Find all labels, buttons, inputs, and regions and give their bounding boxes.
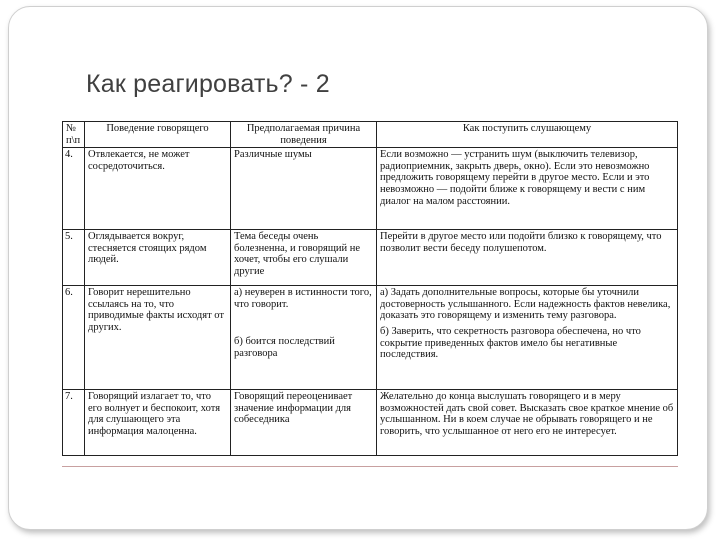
- row-cause-a: а) неуверен в истинности того, что говорит.: [234, 287, 372, 310]
- table-header-row: [63, 122, 678, 148]
- row-number: 7.: [63, 390, 85, 456]
- row-behavior: Говорящий излагает то, что его волнует и беспокоит, хотя для слушающего эта информация малоценна.: [85, 390, 231, 456]
- row-cause-b: б) боится последствий разговора: [234, 336, 335, 359]
- row-cause: Различные шумы: [231, 148, 377, 230]
- row-action: Перейти в другое место или подойти близко к говорящему, что позволит вести беседу полушепотом.: [377, 230, 678, 286]
- header-action: Как поступить слушающему: [377, 122, 678, 148]
- table-row: [63, 390, 678, 456]
- row-action-a: а) Задать дополнительные вопросы, которые бы уточнили достоверность услышанного. Если надежность фактов невелика, доказать это говорящему и изменить тему разговора.: [380, 287, 671, 322]
- row-number: 6.: [63, 286, 85, 390]
- row-number: 4.: [63, 148, 85, 230]
- header-cause: Предполагаемая причина поведения: [231, 122, 377, 148]
- slide-title: Как реагировать? - 2: [86, 70, 330, 98]
- header-number: № п\п: [63, 122, 85, 148]
- bottom-divider: [62, 466, 678, 467]
- row-action: Желательно до конца выслушать говорящего и в меру возможностей дать свой совет. Высказать свое краткое мнение об услышанном. Ни в коем случае не обрывать говорящего и не говорить, что услышанное от него его не интересует.: [377, 390, 678, 456]
- row-number: 5.: [63, 230, 85, 286]
- row-action: Если возможно — устранить шум (выключить телевизор, радиоприемник, закрыть дверь, окно). Если это невозможно предложить говорящему перейти в другое место. Если и это невозможно — подойти ближе к говорящему и вести с ним диалог на малом расстоянии.: [377, 148, 678, 230]
- table-row: [63, 230, 678, 286]
- row-behavior: Отвлекается, не может сосредоточиться.: [85, 148, 231, 230]
- table-row: [63, 148, 678, 230]
- header-behavior: Поведение говорящего: [85, 122, 231, 148]
- row-cause: Говорящий переоценивает значение информации для собеседника: [231, 390, 377, 456]
- row-cause: [231, 286, 377, 390]
- behavior-table: [62, 121, 678, 456]
- row-cause: Тема беседы очень болезненна, и говорящий не хочет, чтобы его слушали другие: [231, 230, 377, 286]
- row-action: [377, 286, 678, 390]
- row-action-b: б) Заверить, что секретность разговора обеспечена, но что сокрытие приведенных фактов имело бы негативные последствия.: [380, 325, 641, 361]
- row-behavior: Говорит нерешительно ссылаясь на то, что приводимые факты исходят от других.: [85, 286, 231, 390]
- table-row: [63, 286, 678, 390]
- row-behavior: Оглядывается вокруг, стесняется стоящих рядом людей.: [85, 230, 231, 286]
